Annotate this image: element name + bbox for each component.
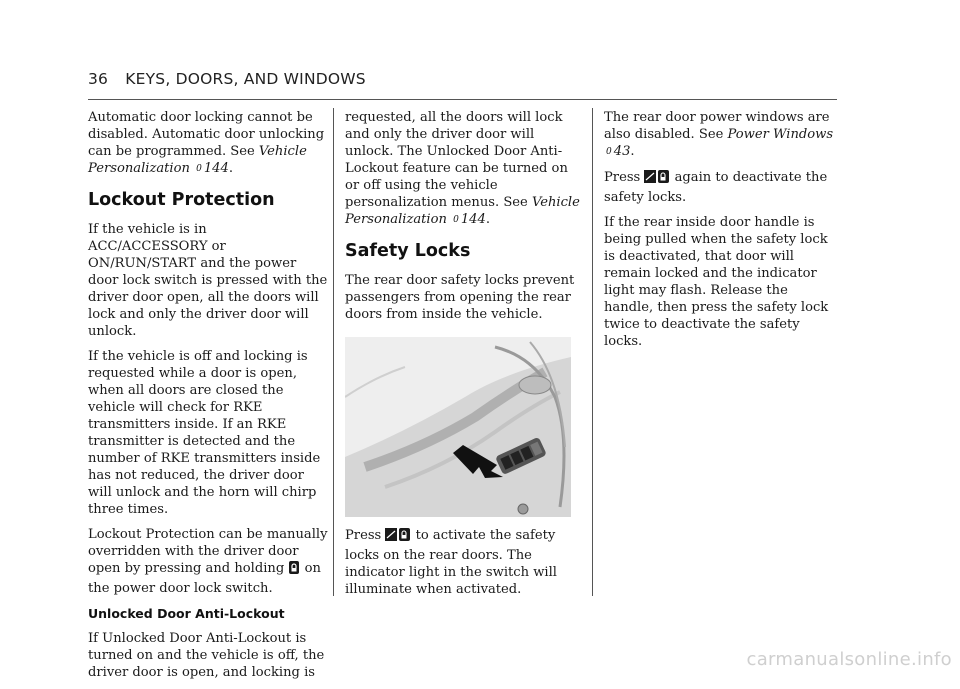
- text: again to deactivate the safety locks.: [604, 170, 828, 205]
- text: Automatic door locking cannot be disabled. Automatic door unlocking can be programmed. See: [88, 110, 325, 159]
- text: Press: [345, 528, 382, 543]
- paragraph: If the vehicle is in ACC/ACCESSORY or ON/RUN/START and the power door lock switch is pressed with the driver door open, all the doors will lock and only the driver door will unlock.: [88, 222, 328, 339]
- paragraph: [88, 109, 328, 178]
- text: Press: [604, 170, 641, 185]
- column-2: [345, 109, 581, 606]
- heading-safety-locks: Safety Locks: [345, 241, 471, 261]
- xref-page: 43: [613, 144, 631, 159]
- xref-title: Vehicle Personalization: [345, 195, 580, 227]
- child-safety-lock-icon: [644, 169, 670, 189]
- heading-unlocked-door-anti-lockout: Unlocked Door Anti-Lockout: [88, 606, 285, 621]
- page-ref-arrow: 0: [453, 215, 459, 225]
- xref-title: Power Windows: [727, 127, 834, 142]
- paragraph: If the rear inside door handle is being pulled when the safety lock is deactivated, that door will remain locked and the indicator light may flash. Release the handle, then press the safety lock twice to deactivate the safety locks.: [604, 215, 829, 349]
- page-ref-arrow: 0: [196, 164, 202, 174]
- text: The rear door power windows are also disabled. See: [604, 110, 830, 142]
- paragraph: [345, 527, 581, 598]
- text: .: [228, 161, 233, 176]
- paragraph: If the vehicle is off and locking is requested while a door is open, when all doors are closed the vehicle will check for RKE transmitters inside. If an RKE transmitter is detected and the number of RKE transmitters inside has not reduced, the driver door will unlock and the horn will chirp three times.: [88, 349, 321, 517]
- column-divider: [592, 108, 593, 596]
- paragraph: The rear door safety locks prevent passengers from opening the rear doors from inside the vehicle.: [345, 273, 575, 322]
- paragraph: [604, 109, 840, 161]
- header-rule: [88, 99, 837, 100]
- text: .: [485, 212, 490, 227]
- text: .: [630, 144, 635, 159]
- section-title: KEYS, DOORS, AND WINDOWS: [125, 70, 366, 88]
- paragraph: [345, 109, 581, 229]
- door-panel-figure: [345, 337, 571, 517]
- text: to activate the safety locks on the rear doors. The indicator light in the switch will illuminate when activated.: [345, 528, 557, 597]
- page-ref-arrow: 0: [606, 147, 612, 157]
- xref-title: Vehicle Personalization: [88, 144, 307, 176]
- paragraph: [604, 169, 840, 206]
- xref-page: 144: [203, 161, 229, 176]
- page-header: [88, 70, 366, 88]
- watermark: carmanualsonline.info: [746, 649, 952, 670]
- child-safety-lock-icon: [385, 527, 411, 547]
- column-3: [604, 109, 840, 358]
- text: requested, all the doors will lock and only the driver door will unlock. The Unlocked Door Anti-Lockout feature can be turned on or off using the vehicle personalization menus. See: [345, 110, 568, 210]
- column-divider: [333, 108, 334, 596]
- paragraph: [88, 526, 328, 597]
- page-number: 36: [88, 70, 109, 88]
- paragraph: If Unlocked Door Anti-Lockout is turned on and the vehicle is off, the driver door is open, and locking is: [88, 631, 325, 680]
- heading-lockout-protection: Lockout Protection: [88, 190, 275, 210]
- column-1: [88, 109, 328, 689]
- lock-icon: [288, 560, 300, 580]
- text: Lockout Protection can be manually overridden with the driver door open by pressing and holding: [88, 527, 328, 576]
- xref-page: 144: [460, 212, 486, 227]
- text: on the power door lock switch.: [88, 561, 321, 596]
